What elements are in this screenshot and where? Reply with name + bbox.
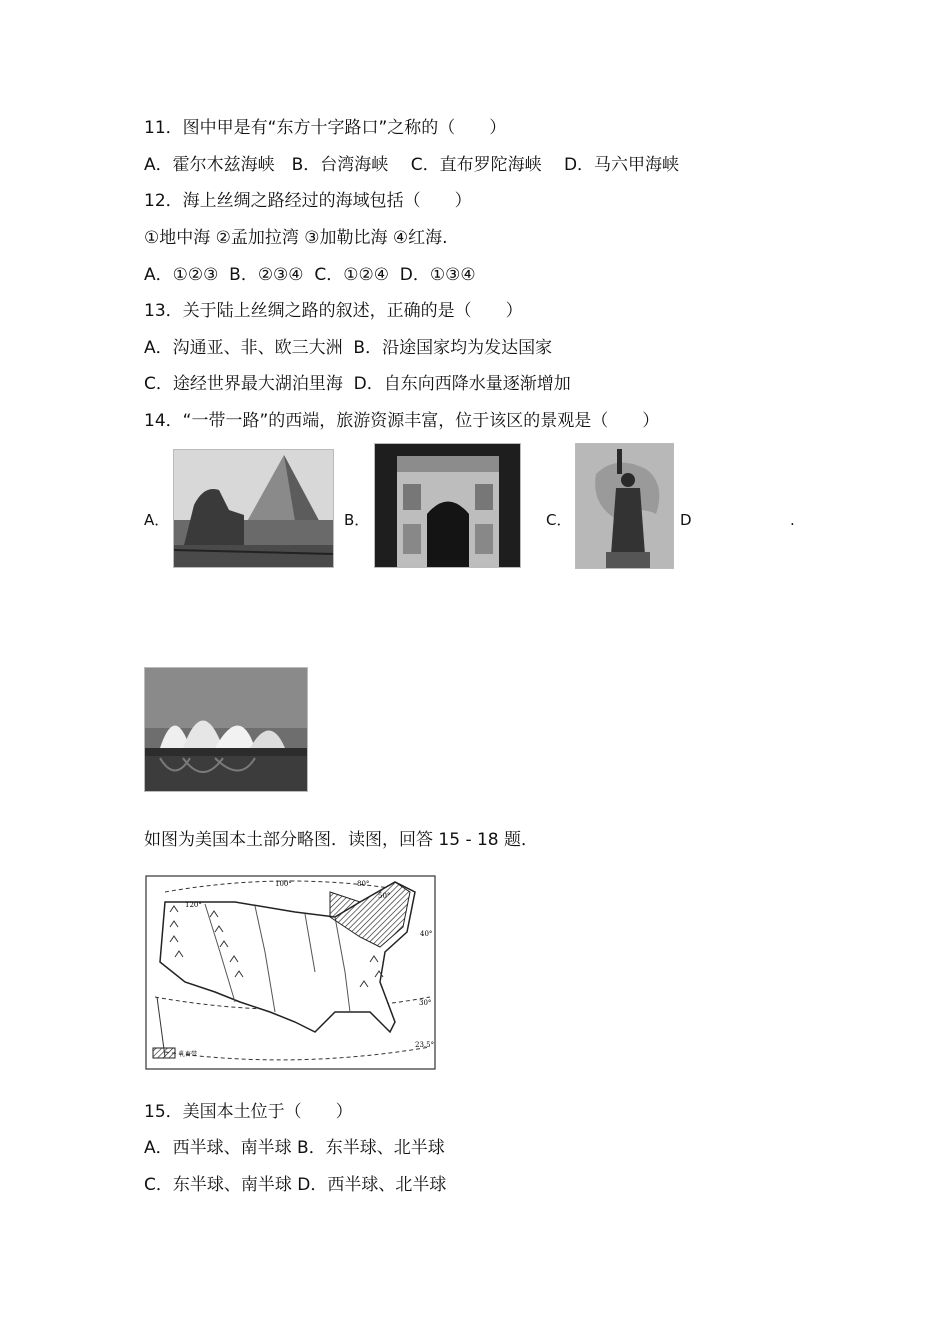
- lon-label-80: 80°: [357, 880, 370, 888]
- q13-stem: 13．关于陆上丝绸之路的叙述，正确的是（ ）: [144, 301, 523, 321]
- lat-label-23-5: 23.5°: [415, 1041, 435, 1049]
- intro-15-18: 如图为美国本土部分略图．读图，回答 15 - 18 题．: [144, 830, 539, 850]
- q14-trailing-dot: .: [790, 511, 795, 529]
- q15-options-row2: C．东半球、南半球 D．西半球、北半球: [144, 1175, 447, 1195]
- lon-label-120: 120°: [185, 901, 202, 909]
- q12-stem: 12．海上丝绸之路经过的海域包括（ ）: [144, 191, 472, 211]
- q12-options: A．①②③ B．②③④ C．①②④ D．①③④: [144, 265, 476, 285]
- q14-label-a: A．: [144, 511, 170, 529]
- q12-items: ①地中海 ②孟加拉湾 ③加勒比海 ④红海.: [144, 228, 448, 248]
- statue-of-liberty-photo: [575, 443, 674, 569]
- arc-de-triomphe-photo: [374, 443, 521, 568]
- q13-options-row1: A．沟通亚、非、欧三大洲 B．沿途国家均为发达国家: [144, 338, 553, 358]
- q14-stem: 14．“一带一路”的西端，旅游资源丰富，位于该区的景观是（ ）: [144, 411, 660, 431]
- q15-stem: 15．美国本土位于（ ）: [144, 1102, 353, 1122]
- q11-options: A．霍尔木兹海峡 B．台湾海峡 C．直布罗陀海峡 D．马六甲海峡: [144, 155, 680, 175]
- q15-options-row1: A．西半球、南半球 B．东半球、北半球: [144, 1138, 445, 1158]
- lat-label-40: 40°: [420, 930, 433, 938]
- lon-label-100: 100°: [275, 880, 292, 888]
- q14-label-b: B．: [344, 511, 370, 529]
- q14-label-d: D: [680, 511, 692, 529]
- q14-label-c: C．: [546, 511, 572, 529]
- lat-label-30: 30°: [419, 999, 432, 1007]
- lat-label-50: 50°: [378, 892, 391, 900]
- legend-label: 乳畜带: [179, 1051, 198, 1058]
- q11-stem: 11．图中甲是有“东方十字路口”之称的（ ）: [144, 118, 507, 138]
- us-mainland-map: [145, 872, 437, 1070]
- sphinx-pyramid-photo: [173, 449, 334, 568]
- sydney-opera-house-photo: [144, 667, 308, 792]
- q13-options-row2: C．途经世界最大湖泊里海 D．自东向西降水量逐渐增加: [144, 374, 571, 394]
